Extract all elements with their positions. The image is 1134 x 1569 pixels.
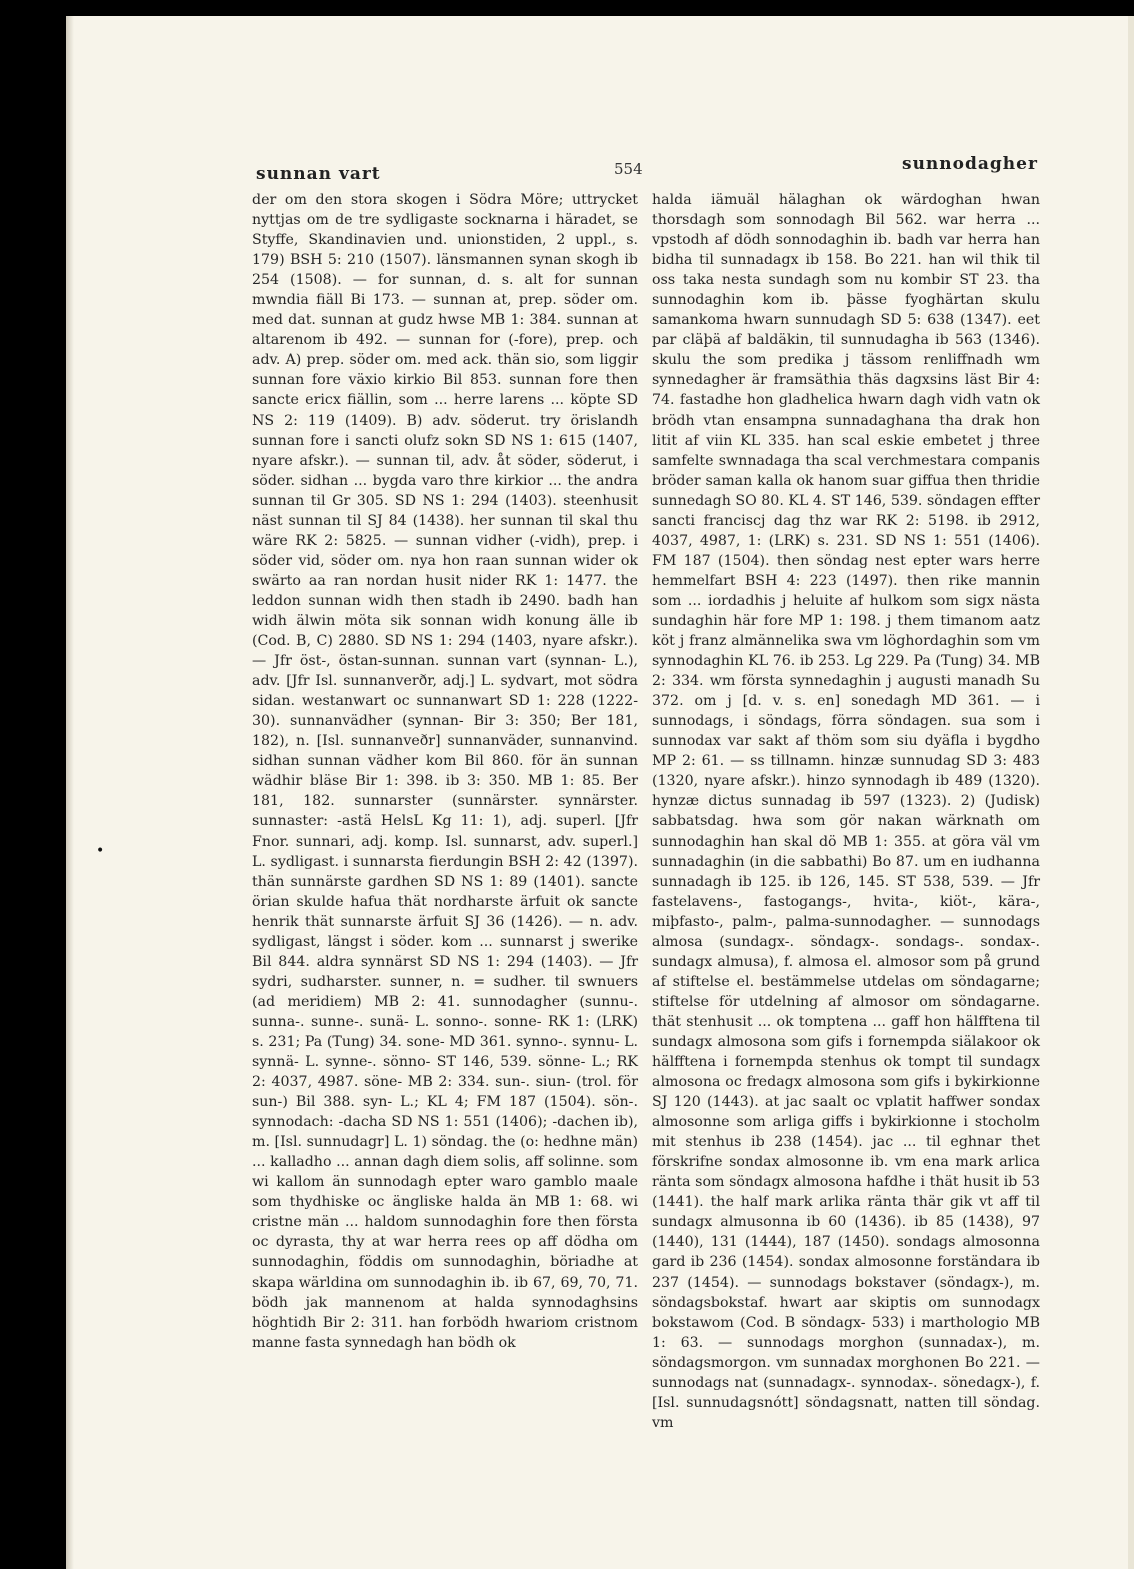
running-head-right: sunnodagher	[902, 154, 1038, 174]
page-number: 554	[614, 160, 643, 178]
right-column-text: halda iämuäl hälaghan ok wärdoghan hwan thorsdagh som sonnodagh Bil 562. war herra ... vpstodh af dödh sonnodaghin ib. badh var herra han bidha til sunnadagx ib 158. Bo 221. han wil thik til oss taka nesta sundagh som nu kombir ST 23. tha sunnodaghin kom ib. þässe fyoghärtan skulu samankoma hwarn sunnudagh SD 5: 638 (1347). eet par cläþä af baldäkin, til sunnudagha ib 563 (1346). skulu the som predika j tässom renliffnadh wm synnedagher är framsäthia thäs dagxsins läst Bir 4: 74. fastadhe hon gladhelica hwarn dagh vidh vatn ok brödh vtan ensampna sunnadaghana tha drak hon litit af viin KL 335. han scal eskie embetet j three samfelte swnnadaga tha scal verchmestara companis bröder saman kalla ok hanom suar giffua then thridie sunnedagh SO 80. KL 4. ST 146, 539. söndagen effter sancti franciscj dag thz war RK 2: 5198. ib 2912, 4037, 4987, 1: (LRK) s. 231. SD NS 1: 551 (1406). FM 187 (1504). then söndag nest epter wars herre hemmelfart BSH 4: 223 (1497). then rike mannin som ... iordadhis j heluite af hulkom som sigx nästa sundaghin här fore MP 1: 198. j them timanom aatz köt j franz almännelika swa vm löghordaghin som vm synnodaghin KL 76. ib 253. Lg 229. Pa (Tung) 34. MB 2: 334. wm första synnedaghin j augusti manadh Su 372. om j [d. v. s. en] sonedagh MD 361. — i sunnodags, i söndags, förra söndagen. sua som i sunnodax var sakt af thöm som siu dyäfla i bygdho MP 2: 61. — ss tillnamn. hinzæ sunnudag SD 3: 483 (1320, nyare afskr.). hinzo synnodagh ib 489 (1320). hynzæ dictus sunnadag ib 597 (1323). 2) (Judisk) sabbatsdag. hwa som gör nakan wärknath om sunnodaghin han skal dö MB 1: 355. at göra väl vm sunnadaghin (in die sabbathi) Bo 87. um en iudhanna sunnadagh ib 125. ib 126, 145. ST 538, 539. — Jfr fastelavens-, fastogangs-, hvita-, kiöt-, kära-, miþfasto-, palm-, palma-sunnodagher. — sunnodags almosa (sundagx-. söndagx-. sondags-. sondax-. sundagx almusa), f. almosa el. almosor som på grund af stiftelse el. bestämmelse utdelas om söndagarne; stiftelse för utdelning af almosor om söndagarne. thät stenhusit ... ok tomptena ... gaff hon hälfftena til sundagx almosona som gifs i fornempda siälakoor ok hälfftena i fornempda stenhus ok tompt til sundagx almosona oc fredagx almosona som gifs i bykirkionne SJ 120 (1443). at jac saalt oc vplatit haffwer sondax almosonne som arliga giffs i bykirkionne i stocholm mit stenhus ib 238 (1454). jac ... til eghnar thet förskrifne sondax almosonne ib. vm ena mark arlica ränta som söndagx almosona hafdhe i thät husit ib 53 (1441). the half mark arlika ränta thär gik vt aff til sundagx almusonna ib 60 (1436). ib 85 (1438), 97 (1440), 131 (1444), 187 (1450). sondags almosonna gard ib 236 (1454). sondax almosonne forständara ib 237 (1454). — sunnodags bokstaver (söndagx-), m. söndagsbokstaf. hwart aar skiptis om sunnodagx bokstawom (Cod. B söndagx- 533) i marthologio MB 1: 63. — sunnodags morghon (sunnadax-), m. söndagsmorgon. vm sunnadax morghonen Bo 221. — sunnodags nat (sunnadagx-. synnodax-. sönedagx-), f. [Isl. sunnudagsnótt] söndagsnatt, natten till söndag. vm	[652, 192, 1040, 1431]
running-head-left: sunnan vart	[256, 164, 381, 184]
right-column	[652, 190, 1040, 1431]
page-edge	[1128, 16, 1134, 1569]
left-column-text: der om den stora skogen i Södra Möre; uttrycket nyttjas om de tre sydligaste socknarna i häradet, se Styffe, Skandinavien und. unionstiden, 2 uppl., s. 179) BSH 5: 210 (1507). länsmannen synan skogh ib 254 (1508). — for sunnan, d. s. alt for sunnan mwndia fiäll Bi 173. — sunnan at, prep. söder om. med dat. sunnan at gudz hwse MB 1: 384. sunnan at altarenom ib 492. — sunnan for (-fore), prep. och adv. A) prep. söder om. med ack. thän sio, som liggir sunnan fore växio kirkio Bil 853. sunnan fore then sancte ericx fiällin, som ... herre larens ... köpte SD NS 2: 119 (1409). B) adv. söderut. try örislandh sunnan fore i sancti olufz sokn SD NS 1: 615 (1407, nyare afskr.). — sunnan til, adv. åt söder, söderut, i söder. sidhan ... bygda varo thre kirkior ... the andra sunnan til Gr 305. SD NS 1: 294 (1403). steenhusit näst sunnan til SJ 84 (1438). her sunnan til skal thu wäre RK 2: 5825. — sunnan vidher (-vidh), prep. i söder vid, söder om. nya hon raan sunnan wider ok swärto aa ran nordan husit nider RK 1: 1477. the leddon sunnan widh then stadh ib 2490. badh han widh älwin möta sik sonnan widh konung älle ib (Cod. B, C) 2880. SD NS 1: 294 (1403, nyare afskr.). — Jfr öst-, östan-sunnan. sunnan vart (synnan- L.), adv. [Jfr Isl. sunnanverðr, adj.] L. sydvart, mot södra sidan. westanwart oc sunnanwart SD 1: 228 (1222-30). sunnanvädher (synnan- Bir 3: 350; Ber 181, 182), n. [Isl. sunnanveðr] sunnanväder, sunnanvind. sidhan sunnan vädher kom Bil 860. för än sunnan wädhir bläse Bir 1: 398. ib 3: 350. MB 1: 85. Ber 181, 182. sunnarster (sunnärster. synnärster. sunnaster: -astä HelsL Kg 11: 1), adj. superl. [Jfr Fnor. sunnari, adj. komp. Isl. sunnarst, adv. superl.] L. sydligast. i sunnarsta fierdungin BSH 2: 42 (1397). thän sunnärste gardhen SD NS 1: 89 (1401). sancte örian skulde hafua thät nordharste ärfuit ok sancte henrik thät sunnarste ärfuit SJ 36 (1426). — n. adv. sydligast, längst i söder. kom ... sunnarst j swerike Bil 844. aldra synnärst SD NS 1: 294 (1403). — Jfr sydri, sudharster. sunner, n. = sudher. til swnuers (ad meridiem) MB 2: 41. sunnodagher (sunnu-. sunna-. sunne-. sunä- L. sonno-. sonne- RK 1: (LRK) s. 231; Pa (Tung) 34. sone- MD 361. synno-. synnu- L. synnä- L. synne-. sönno- ST 146, 539. sönne- L.; RK 2: 4037, 4987. söne- MB 2: 334. sun-. siun- (trol. för sun-) Bil 388. syn- L.; KL 4; FM 187 (1504). sön-. synnodach: -dacha SD NS 1: 551 (1406); -dachen ib), m. [Isl. sunnudagr] L. 1) söndag. the (o: hedhne män) ... kalladho ... annan dagh diem solis, aff solinne. som wi kallom än sunnodagh epter waro gamblo maale som thydhiske oc ängliske halda än MB 1: 68. wi cristne män ... haldom sunnodaghin fore then första oc dyrasta, thy at war herra rees op aff dödha om sunnodaghin, föddis om sunnodaghin, böriadhe at skapa wärldina om sunnodaghin ib. ib 67, 69, 70, 71. bödh jak mannenom at halda synnodaghsins höghtidh Bir 2: 311. han forbödh hwariom cristnom manne fasta synnedagh han bödh ok	[252, 192, 638, 1351]
dictionary-page	[66, 16, 1134, 1569]
page-header	[66, 16, 1134, 184]
page-gutter-shadow	[66, 16, 74, 1569]
left-column	[252, 190, 638, 1390]
margin-dot: •	[96, 843, 105, 859]
